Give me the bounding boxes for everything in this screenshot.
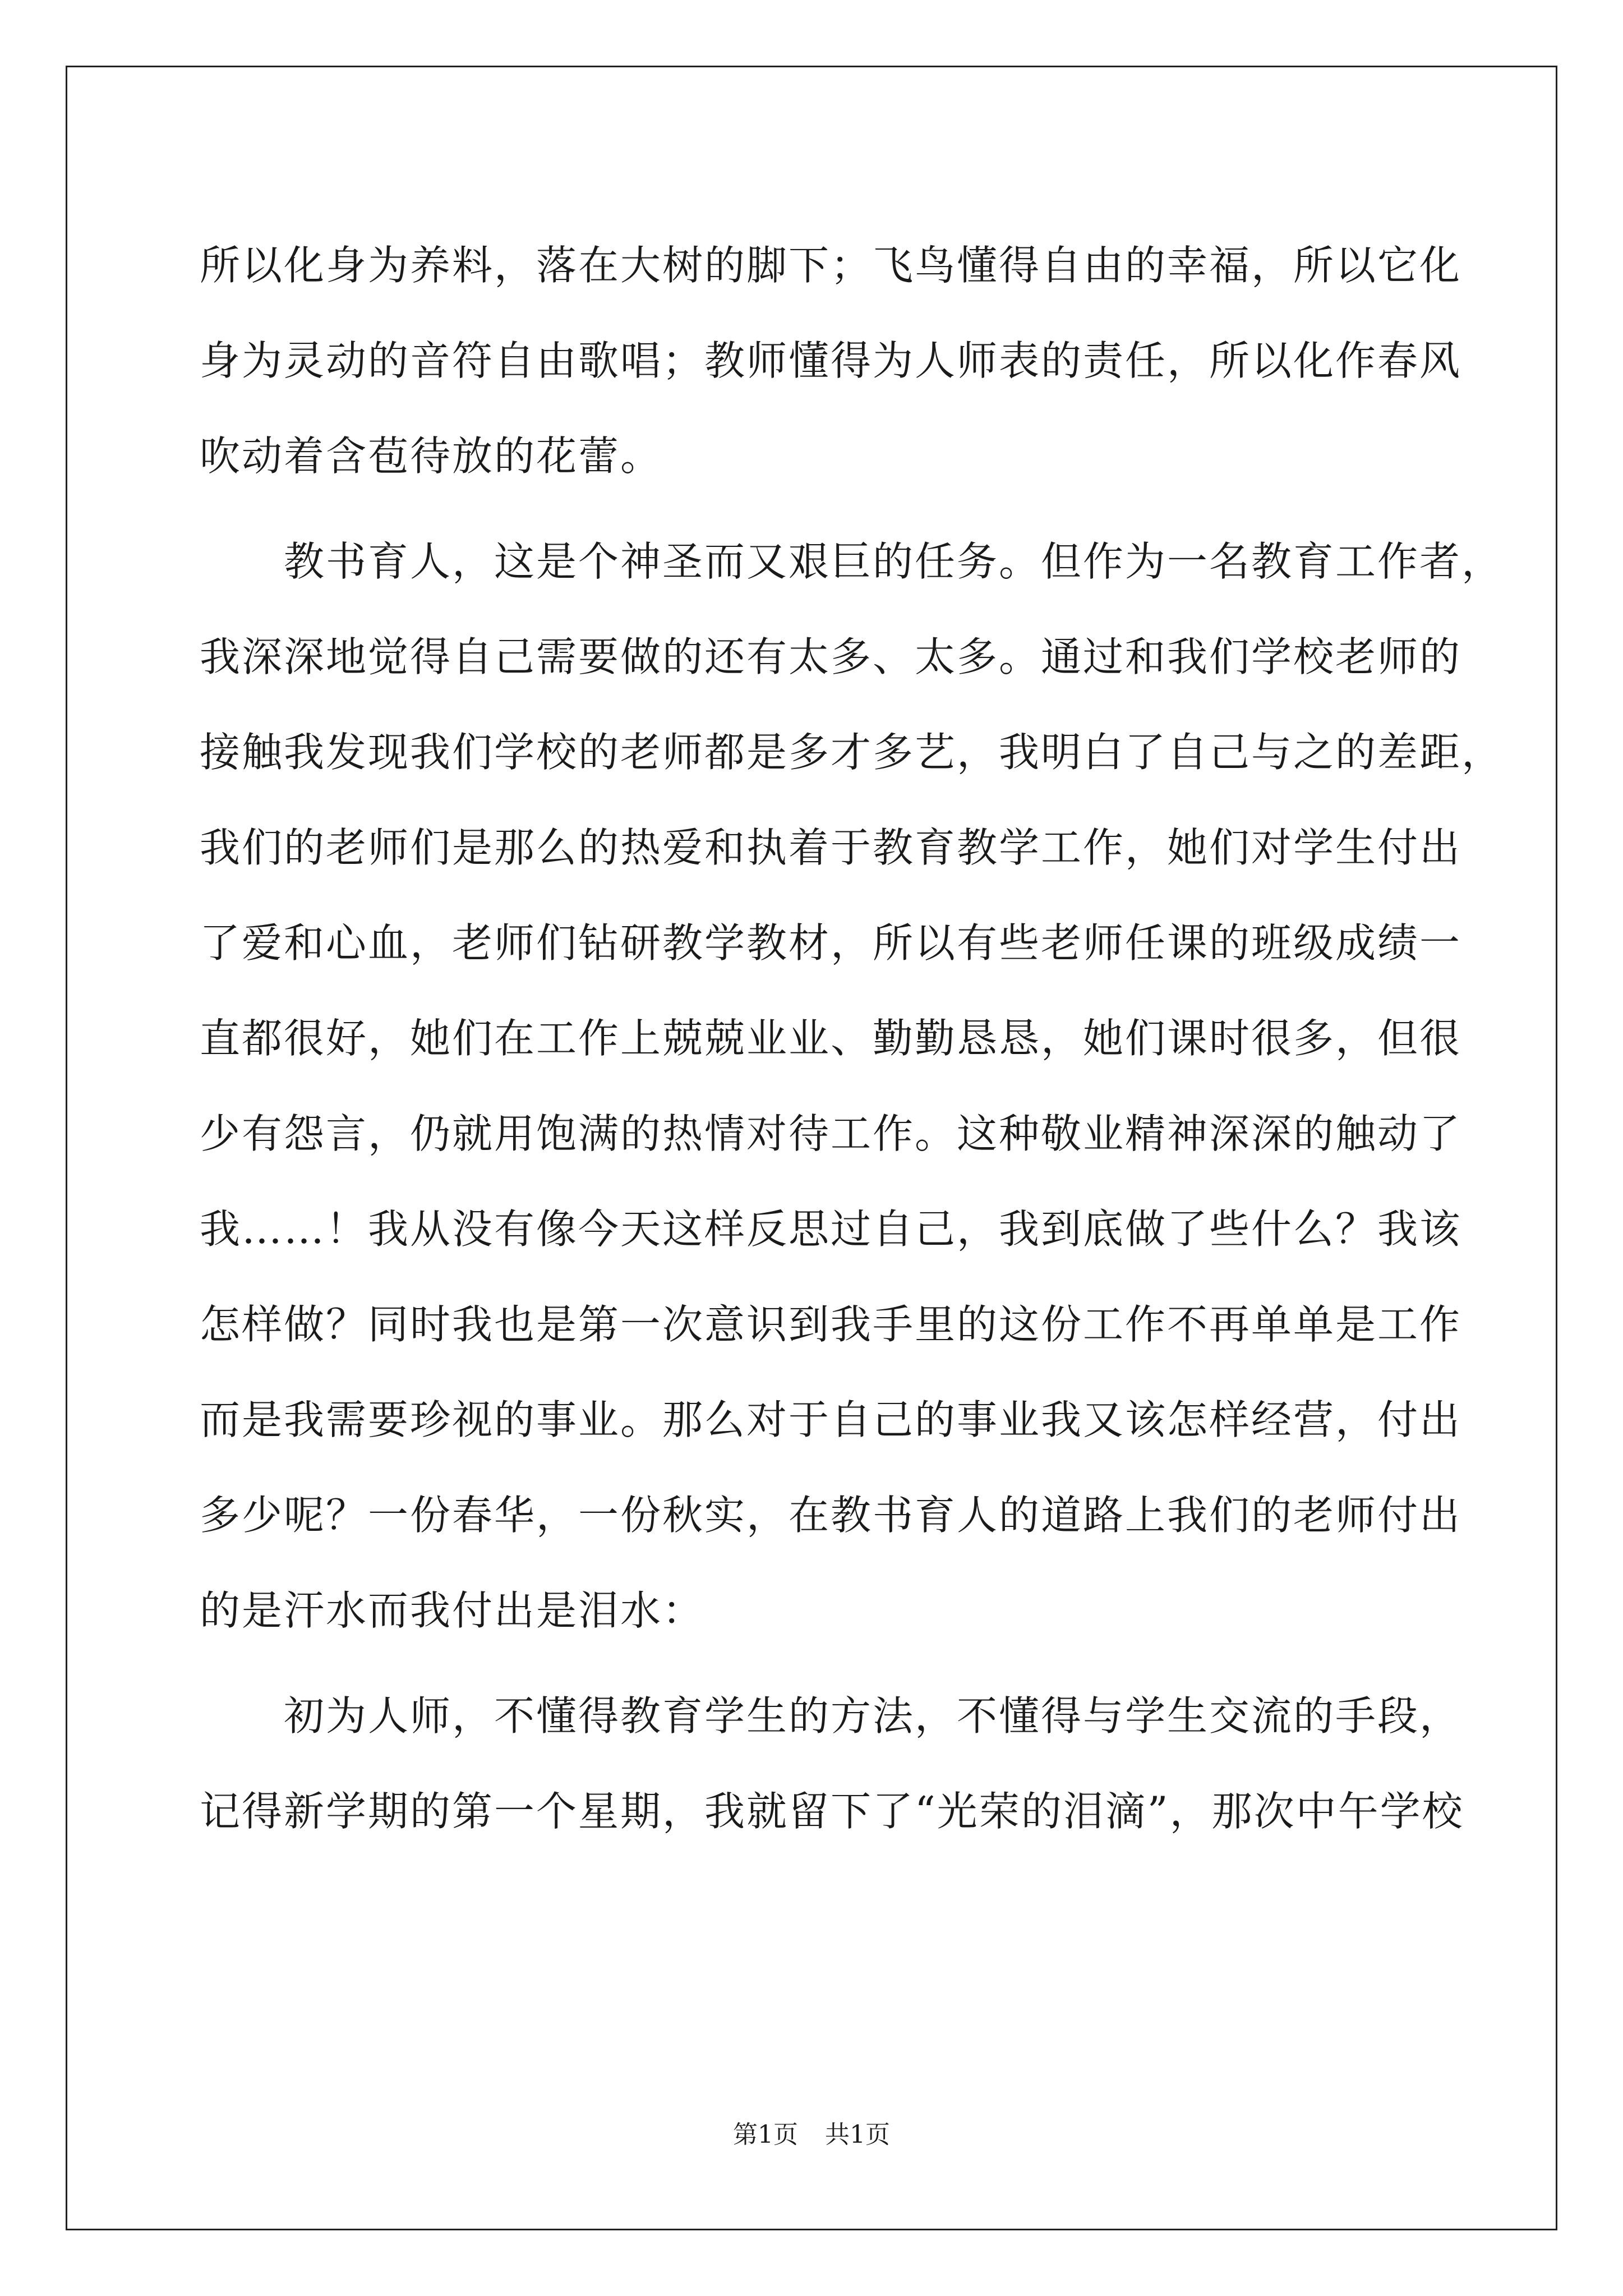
page-total: 共1页 (825, 2120, 890, 2149)
text-line: 接触我发现我们学校的老师都是多才多艺，我明白了自己与之的差距， (200, 729, 1504, 776)
text-line: 直都很好，她们在工作上兢兢业业、勤勤恳恳，她们课时很多，但很 (200, 1015, 1462, 1062)
text-line: 我们的老师们是那么的热爱和执着于教育教学工作，她们对学生付出 (200, 824, 1462, 871)
paragraph-first-line: 教书育人，这是个神圣而又艰巨的任务。但作为一名教育工作者， (200, 538, 1504, 585)
text-line: 我深深地觉得自己需要做的还有太多、太多。通过和我们学校老师的 (200, 633, 1462, 680)
text-line: 所以化身为养料，落在大树的脚下；飞鸟懂得自由的幸福，所以它化 (200, 242, 1462, 289)
text-line: 多少呢？一份春华，一份秋实，在教书育人的道路上我们的老师付出 (200, 1492, 1462, 1539)
text-line: 吹动着含苞待放的花蕾。 (200, 432, 663, 480)
text-line: 我……！我从没有像今天这样反思过自己，我到底做了些什么？我该 (200, 1205, 1462, 1253)
text-line: 而是我需要珍视的事业。那么对于自己的事业我又该怎样经营，付出 (200, 1396, 1462, 1443)
page-number: 第1页 (733, 2120, 798, 2149)
text-line: 了爱和心血，老师们钻研教学教材，所以有些老师任课的班级成绩一 (200, 919, 1462, 967)
page-footer (0, 2118, 1623, 2152)
paragraph-first-line: 初为人师，不懂得教育学生的方法，不懂得与学生交流的手段， (200, 1692, 1462, 1740)
text-line: 记得新学期的第一个星期，我就留下了“光荣的泪滴”，那次中午学校 (200, 1788, 1464, 1835)
text-line: 身为灵动的音符自由歌唱；教师懂得为人师表的责任，所以化作春风 (200, 337, 1462, 384)
text-line: 怎样做？同时我也是第一次意识到我手里的这份工作不再单单是工作 (200, 1301, 1462, 1348)
text-line: 的是汗水而我付出是泪水： (200, 1587, 705, 1634)
text-line: 少有怨言，仍就用饱满的热情对待工作。这种敬业精神深深的触动了 (200, 1110, 1462, 1157)
